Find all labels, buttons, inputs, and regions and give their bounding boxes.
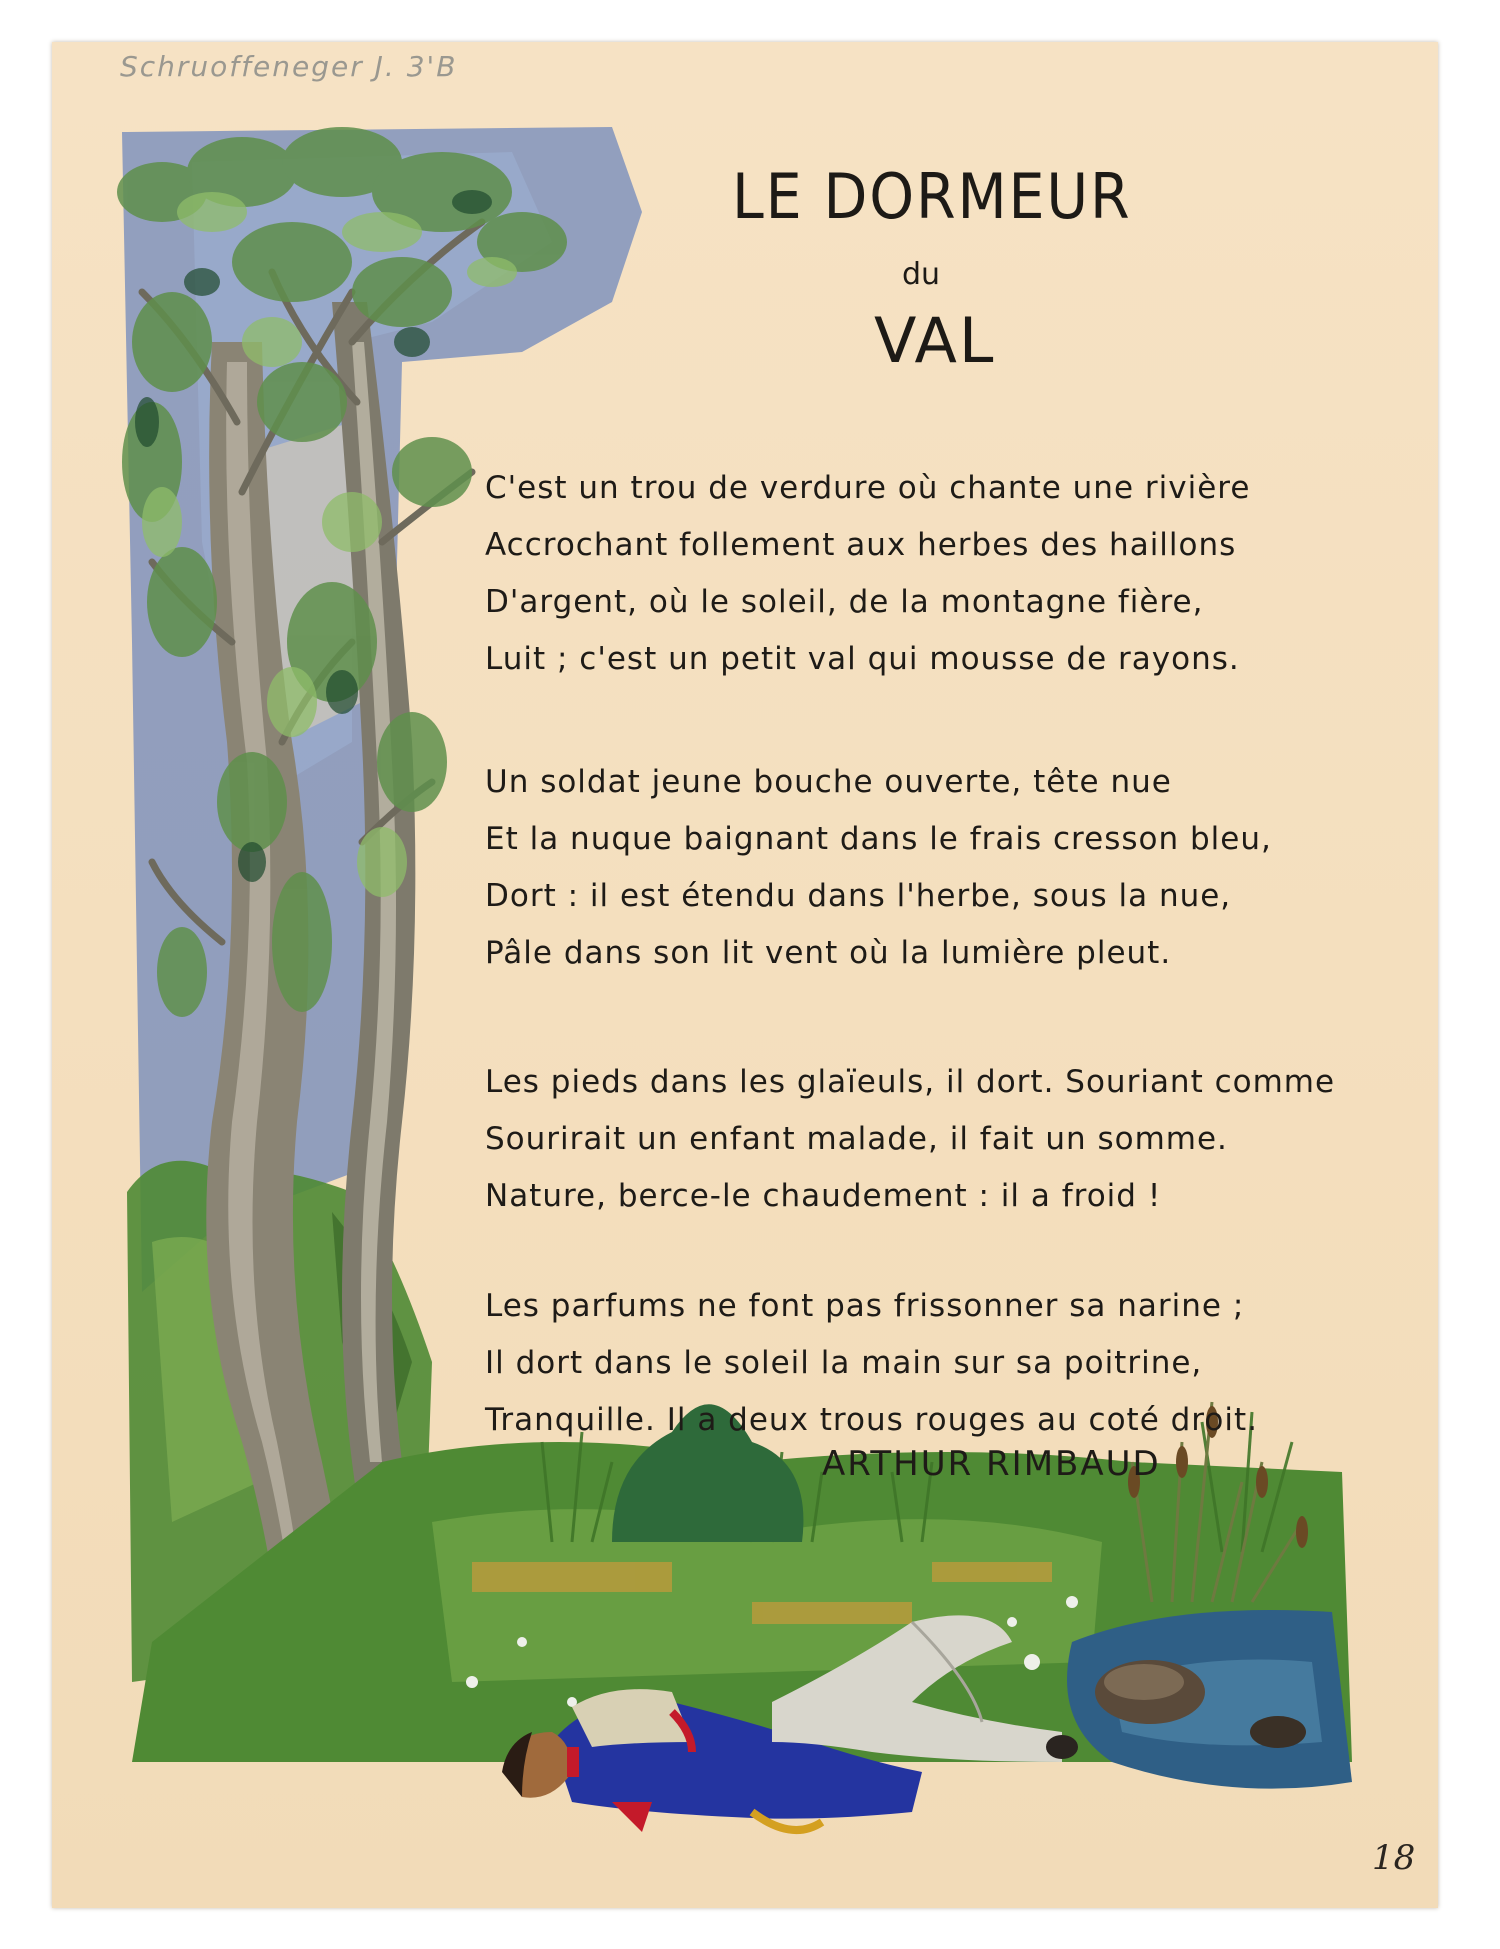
verse-line: Un soldat jeune bouche ouverte, tête nue <box>485 764 1172 800</box>
poem-title-line-1: LE DORMEUR <box>732 160 1132 233</box>
verse-line: Luit ; c'est un petit val qui mousse de rayons. <box>485 641 1240 677</box>
verse-line: Sourirait un enfant malade, il fait un somme. <box>485 1121 1228 1157</box>
verse-line: Les parfums ne font pas frissonner sa narine ; <box>485 1288 1245 1324</box>
author-signature: ARTHUR RIMBAUD <box>822 1444 1161 1484</box>
verse-line: Nature, berce-le chaudement : il a froid ! <box>485 1178 1162 1214</box>
verse-line: D'argent, où le soleil, de la montagne fière, <box>485 584 1204 620</box>
pencil-student-name: Schruoffeneger J. 3'B <box>120 50 458 83</box>
verse-line: Tranquille. Il a deux trous rouges au coté droit. <box>485 1402 1258 1438</box>
verse-line: C'est un trou de verdure où chante une rivière <box>485 470 1251 506</box>
stanza-4 <box>485 1278 1385 1449</box>
stanza-2 <box>485 754 1385 982</box>
verse-line: Il dort dans le soleil la main sur sa poitrine, <box>485 1345 1203 1381</box>
verse-line: Pâle dans son lit vent où la lumière pleut. <box>485 935 1172 971</box>
verse-line: Accrochant follement aux herbes des haillons <box>485 527 1237 563</box>
page-number: 18 <box>1372 1838 1416 1878</box>
stanza-1 <box>485 460 1385 688</box>
poem-sheet <box>52 42 1438 1908</box>
verse-line: Et la nuque baignant dans le frais cresson bleu, <box>485 821 1272 857</box>
verse-line: Dort : il est étendu dans l'herbe, sous la nue, <box>485 878 1232 914</box>
poem-title-line-2: du <box>902 257 941 292</box>
poem-title-line-3: VAL <box>874 304 996 377</box>
stanza-3 <box>485 1054 1385 1225</box>
verse-line: Les pieds dans les glaïeuls, il dort. Souriant comme <box>485 1064 1336 1100</box>
